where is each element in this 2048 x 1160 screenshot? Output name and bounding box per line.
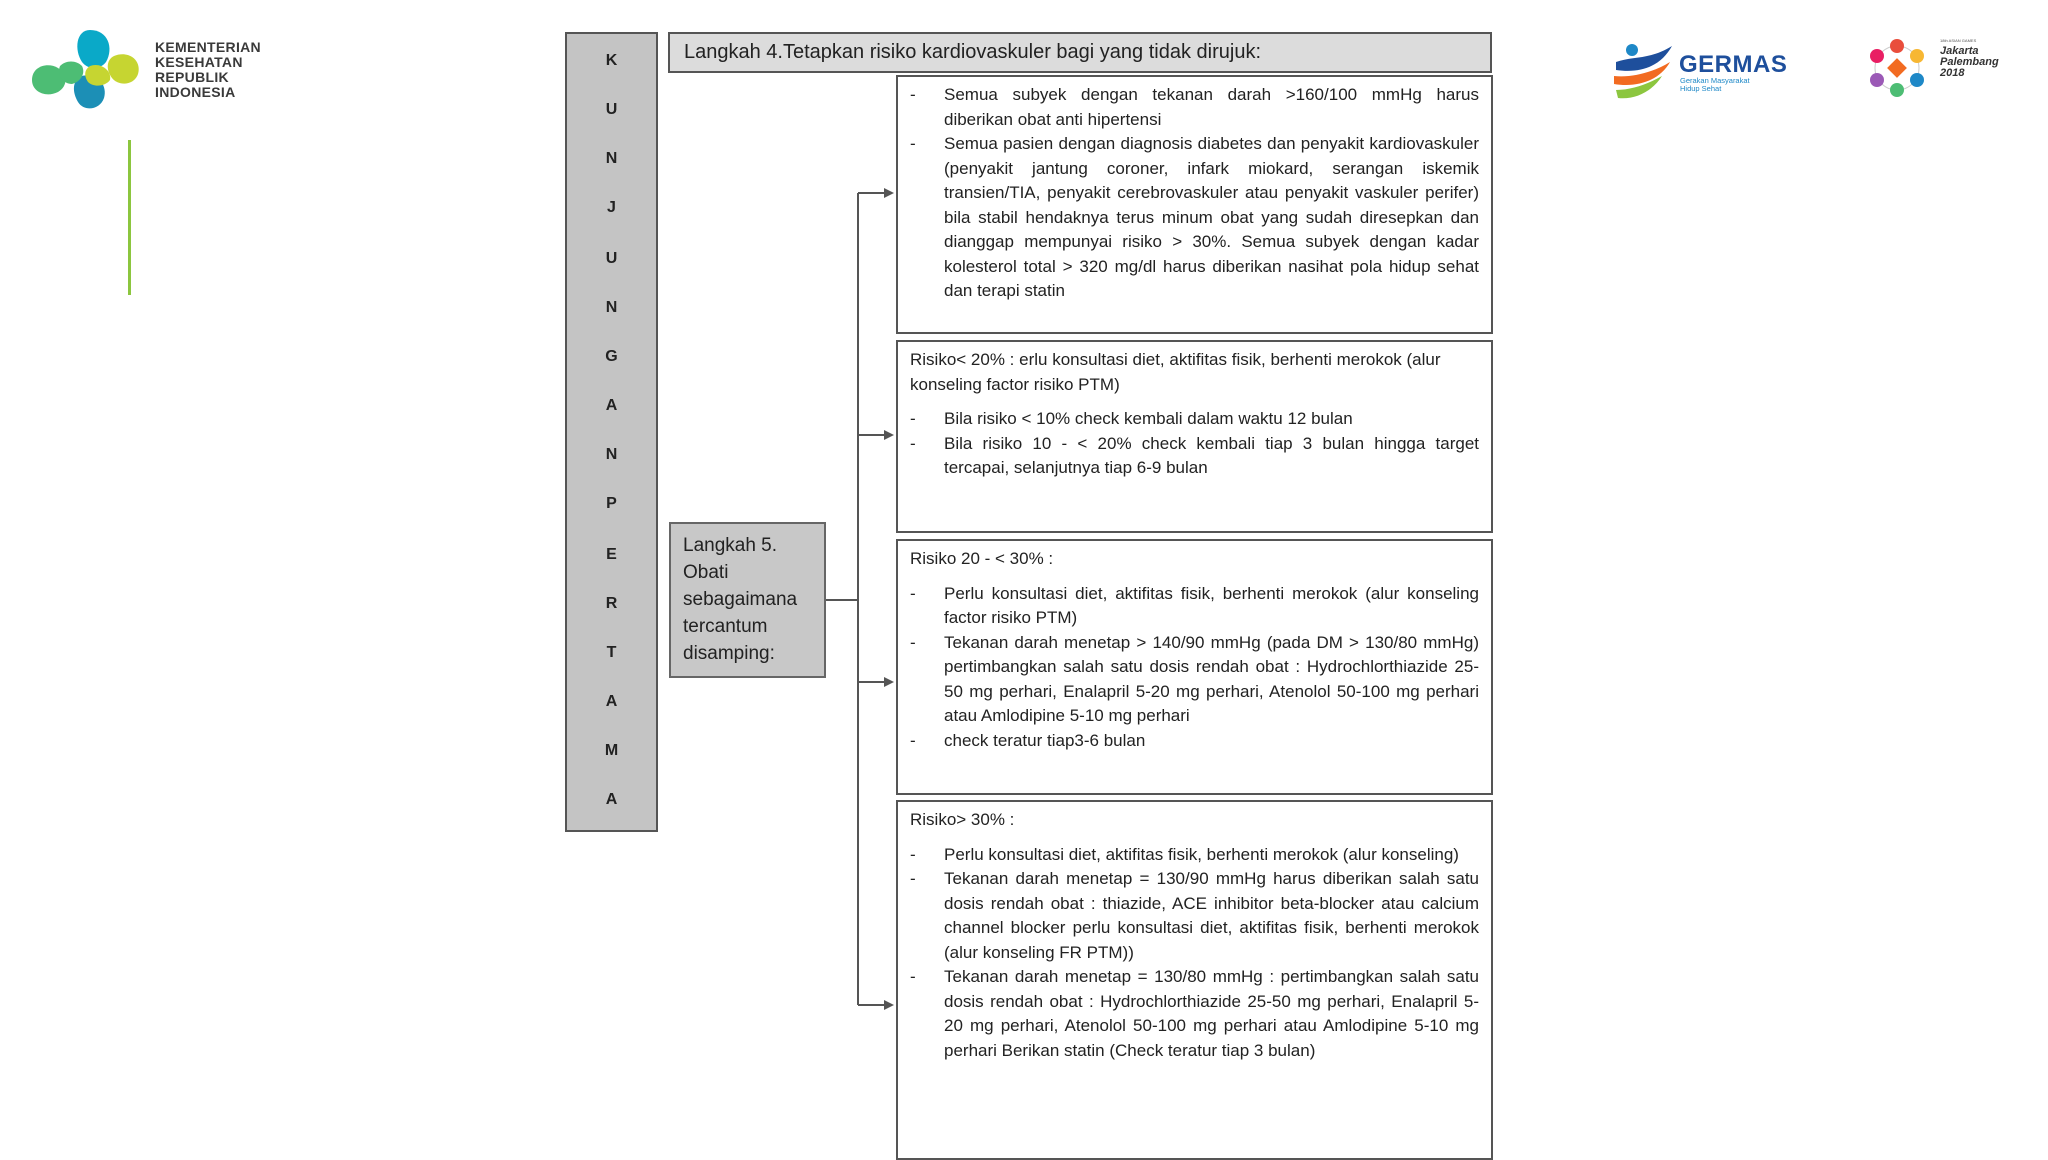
list-item: - Bila risiko 10 - < 20% check kembali tiap 3 bulan hingga target tercapai, selanjutnya tiap 6-9 bulan: [910, 433, 1479, 477]
risk-heading: Risiko 20 - < 30% :: [910, 549, 1054, 568]
asian-games-caption: 18th ASIAN GAMES: [1940, 38, 1977, 43]
step4-title: Langkah 4.Tetapkan risiko kardiovaskuler bagi yang tidak dirujuk:: [668, 32, 1492, 73]
list-item: - Perlu konsultasi diet, aktifitas fisik, berhenti merokok (alur konseling factor risiko PTM): [910, 583, 1479, 627]
ministry-name: KEMENTERIAN KESEHATAN REPUBLIK INDONESIA: [155, 39, 261, 100]
list-item: - Perlu konsultasi diet, aktifitas fisik, berhenti merokok (alur konseling): [910, 844, 1459, 864]
vertical-letter: N: [605, 150, 618, 167]
risk-box-20-30: [896, 539, 1493, 795]
germas-subtitle: Gerakan Masyarakat Hidup Sehat: [1680, 76, 1750, 93]
arrow-right-icon: [884, 1000, 894, 1010]
list-item: - check teratur tiap3-6 bulan: [910, 730, 1146, 750]
vertical-letter: A: [605, 791, 618, 808]
list-item: - Tekanan darah menetap = 130/80 mmHg : pertimbangkan salah satu dosis rendah obat : Hydrochlorthiazide 25-50 mg perhari, Enalapril 5-20 mg perhari, Atenolol 50-100 mg perhari atau Amlodipine 5-10 mg perhari Berikan statin (Check teratur tiap 3 bulan): [910, 967, 1479, 1060]
criteria-box-high-bp: [896, 75, 1493, 334]
risk-box-over-30: [896, 800, 1493, 1160]
risk-box-under-20: [896, 340, 1493, 533]
list-item: - Tekanan darah menetap > 140/90 mmHg (pada DM > 130/80 mmHg) pertimbangkan salah satu dosis rendah obat : Hydrochlorthiazide 25-50 mg perhari, Enalapril 5-20 mg perhari, Atenolol 50-100 mg perhari atau Amlodipine 5-10 mg perhari: [910, 632, 1479, 725]
vertical-letter: K: [605, 52, 618, 69]
vertical-letter: R: [605, 595, 618, 612]
list-item: - Bila risiko < 10% check kembali dalam waktu 12 bulan: [910, 409, 1353, 428]
step5-box: Langkah 5. Obati sebagaimana tercantum disamping:: [669, 522, 826, 678]
vertical-letter: U: [605, 250, 618, 267]
list-item: - Semua subyek dengan tekanan darah >160/100 mmHg harus diberikan obat anti hipertensi: [910, 85, 1479, 129]
vertical-letter: P: [606, 495, 617, 512]
vertical-letter: A: [605, 693, 618, 710]
germas-title: GERMAS: [1679, 51, 1788, 78]
risk-heading: Risiko< 20% : erlu konsultasi diet, aktifitas fisik, berhenti merokok (alur konseling factor risiko PTM): [910, 350, 1441, 394]
vertical-letter: N: [605, 446, 618, 463]
arrow-right-icon: [884, 677, 894, 687]
vertical-letter: J: [607, 199, 616, 216]
asian-games-title: Jakarta Palembang 2018: [1940, 45, 1999, 79]
arrow-right-icon: [884, 430, 894, 440]
vertical-letter: A: [605, 397, 618, 414]
risk-heading: Risiko> 30% :: [910, 810, 1015, 829]
vertical-letter: G: [605, 348, 618, 365]
arrow-right-icon: [884, 188, 894, 198]
vertical-letter: M: [604, 742, 619, 759]
list-item: - Tekanan darah menetap = 130/90 mmHg harus diberikan salah satu dosis rendah obat : thiazide, ACE inhibitor beta-blocker atau calcium channel blocker perlu konsultasi diet, aktifitas fisik, berhenti merokok (alur konseling FR PTM)): [910, 869, 1479, 962]
vertical-letter: N: [605, 299, 618, 316]
vertical-letter: U: [605, 101, 618, 118]
list-item: - Semua pasien dengan diagnosis diabetes dan penyakit kardiovaskuler (penyakit jantung coroner, infark miokard, serangan iskemik transien/TIA, penyakit cerebrovaskuler atau penyakit vaskuler perifer) bila stabil hendaknya terus minum obat yang sudah diresepkan dan dianggap mempunyai risiko > 30%. Semua subyek dengan kadar kolesterol total > 320 mg/dl harus diberikan nasihat pola hidup sehat dan terapi statin: [910, 134, 1479, 300]
vertical-letter: T: [606, 644, 617, 661]
vertical-letter: E: [606, 546, 617, 563]
